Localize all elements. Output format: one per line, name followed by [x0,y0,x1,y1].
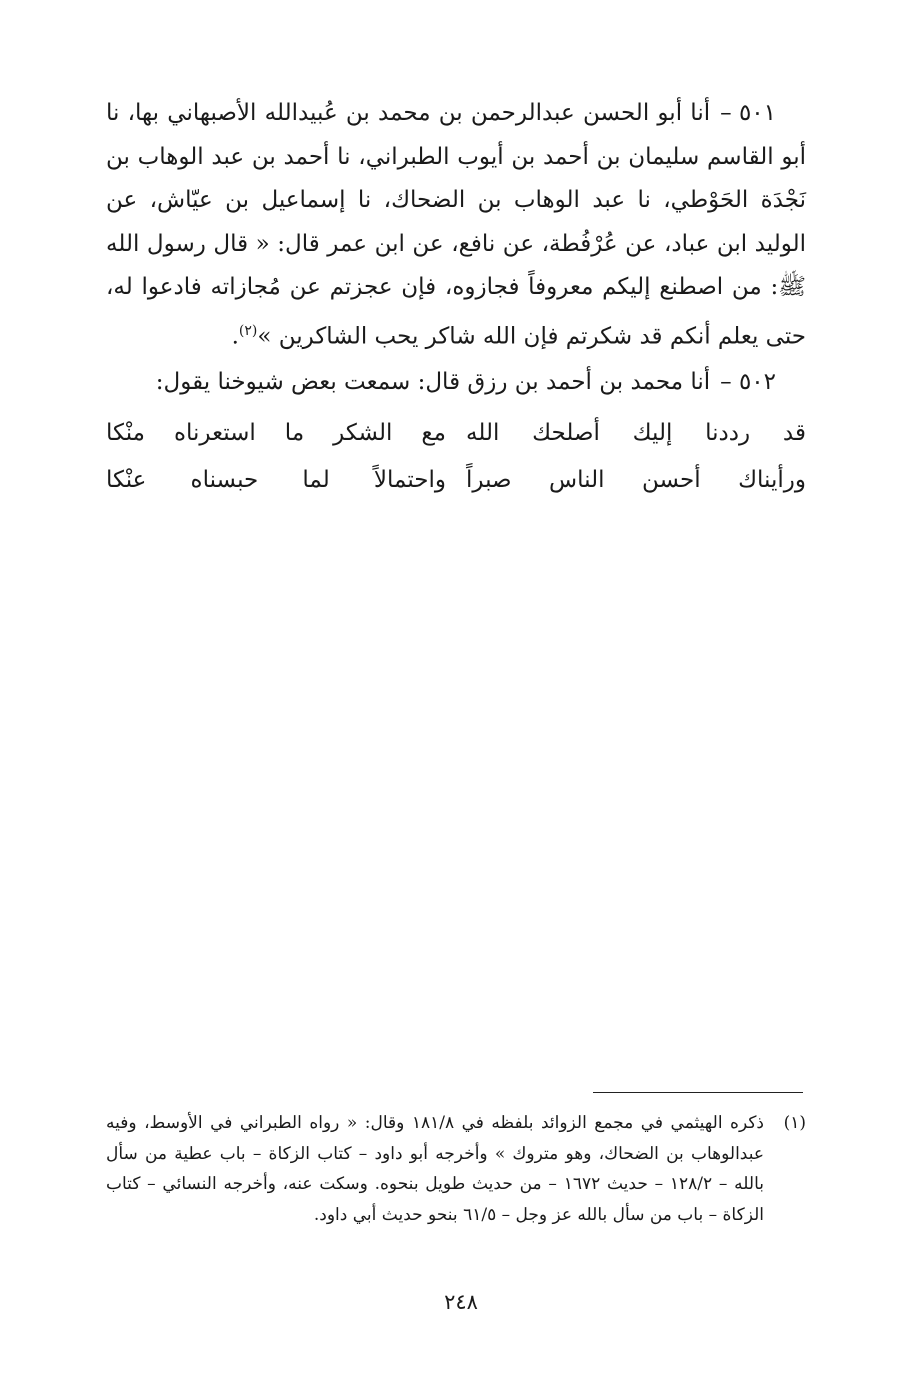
footnote-1 [106,1108,806,1230]
footnote-marker: (١) [783,1113,806,1133]
poem-first-hemistich: ورأيناك أحسن الناس صبراً [466,467,806,494]
footnote-text: ذكره الهيثمي في مجمع الزوائد بلفظه في ١٨١/٨ وقال: « رواه الطبراني في الأوسط، وفيه عبدالوهاب بن الضحاك، وهو متروك » وأخرجه أبو داود – كتاب الزكاة – باب عطية من سأل بالله – ١٢٨/٢ – حديث ١٦٧٢ – من حديث طويل بنحوه. وسكت عنه، وأخرجه النسائي – كتاب الزكاة – باب من سأل بالله عز وجل – ٦١/٥ بنحو حديث أبي داود. [106,1113,764,1225]
entry-text: أنا محمد بن أحمد بن رزق قال: سمعت بعض شيوخنا يقول: [155,368,711,395]
entry-text: أنا أبو الحسن عبدالرحمن بن محمد بن عُبيدالله الأصبهاني بها، نا أبو القاسم سليمان بن أحمد بن أيوب الطبراني، نا أحمد بن عبد الوهاب بن نَجْدَة الحَوْطي، نا عبد الوهاب بن الضحاك، نا إسماعيل بن عيّاش، عن الوليد ابن عباد، عن عُرْفُطة، عن نافع، عن ابن عمر قال: « قال رسول الله ﷺ: من اصطنع إليكم معروفاً فجازوه، فإن عجزتم عن مُجازاته فادعوا له، حتى يعلم أنكم قد شكرتم فإن الله شاكر يحب الشاكرين » [106,100,806,350]
hadith-entry-502 [106,361,806,405]
poem-second-hemistich: واحتمالاً لما حبسناه عنْكا [106,467,446,494]
poem-second-hemistich: مع الشكر ما استعرناه منْكا [106,420,446,447]
poem-verse [106,457,806,504]
page-number: ٢٤٨ [444,1290,478,1314]
footnote-reference: (٢) [238,322,258,339]
main-text [106,92,806,504]
poem-verse [106,410,806,457]
poem [106,410,806,504]
end-period: . [231,323,239,350]
entry-number: ٥٠١ – [720,100,776,126]
poem-first-hemistich: قد رددنا إليك أصلحك الله [466,420,806,447]
hadith-entry-501 [106,92,806,359]
footnote-separator [593,1092,803,1093]
entry-number: ٥٠٢ – [720,368,776,395]
